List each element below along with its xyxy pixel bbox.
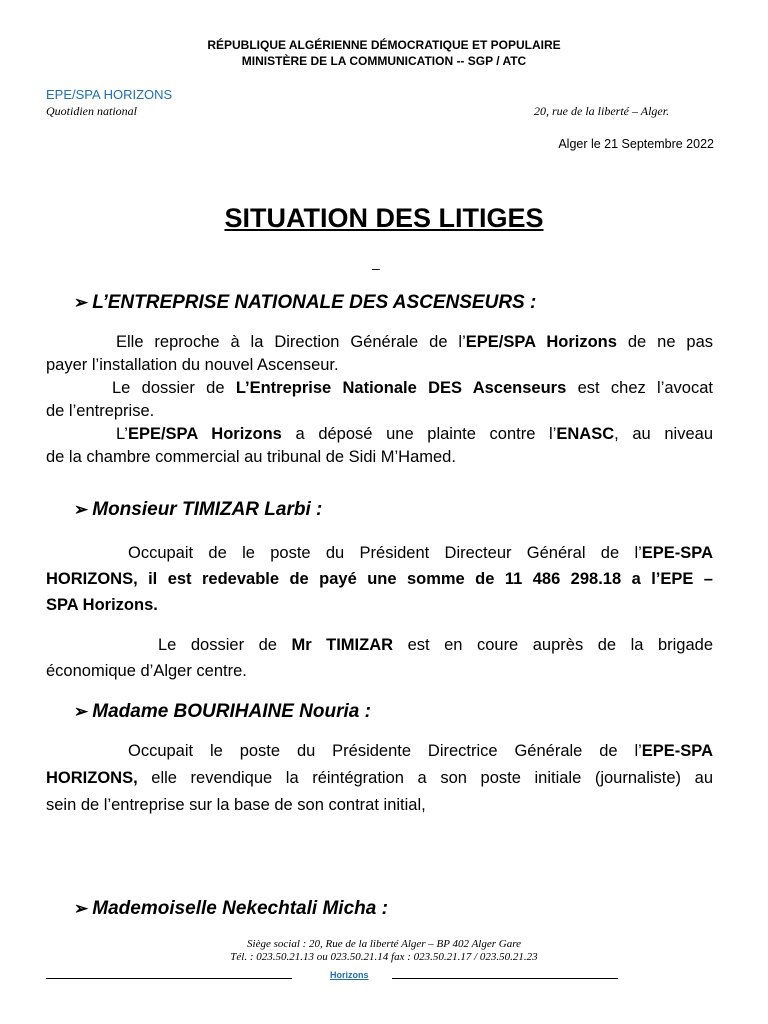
section-heading-timizar: ➢ Monsieur TIMIZAR Larbi :	[74, 499, 323, 520]
paragraph-line: SPA Horizons.	[46, 596, 158, 614]
document-title: SITUATION DES LITIGES	[224, 203, 544, 233]
footer-phones: Tél. : 023.50.21.13 ou 023.50.21.14 fax : 023.50.21.17 / 023.50.21.23	[230, 951, 538, 963]
paragraph-line: de la chambre commercial au tribunal de Sidi M’Hamed.	[46, 448, 456, 466]
paragraph-line: HORIZONS, elle revendique la réintégration a son poste initiale (journaliste) au	[46, 769, 713, 787]
arrow-bullet-icon: ➢	[74, 899, 89, 918]
arrow-bullet-icon: ➢	[74, 293, 89, 312]
title-separator: –	[372, 260, 380, 276]
section-heading-nekechtali: ➢ Mademoiselle Nekechtali Micha :	[74, 898, 388, 919]
organization-name: EPE/SPA HORIZONS	[46, 87, 173, 102]
paragraph-line: L’EPE/SPA Horizons a déposé une plainte contre l’ENASC, au niveau	[116, 425, 714, 443]
header-ministry: MINISTÈRE DE LA COMMUNICATION -- SGP / ATC	[241, 54, 527, 68]
paragraph-line: HORIZONS, il est redevable de payé une somme de 11 486 298.18 a l’EPE –	[46, 570, 713, 588]
section-timizar-dossier	[46, 632, 713, 684]
section-heading-bourihaine: ➢ Madame BOURIHAINE Nouria :	[74, 701, 371, 722]
footer-address: Siège social : 20, Rue de la liberté Alger – BP 402 Alger Gare	[247, 938, 521, 950]
organization-tagline: Quotidien national	[46, 104, 137, 118]
paragraph-line: sein de l’entreprise sur la base de son contrat initial,	[46, 796, 426, 814]
paragraph-line: Occupait de le poste du Président Directeur Général de l’EPE-SPA	[128, 544, 713, 562]
footer-logo: Horizons	[330, 970, 369, 980]
section-timizar-body	[46, 540, 713, 618]
footer-rule-right	[392, 978, 618, 979]
section-heading-enasc: ➢ L’ENTREPRISE NATIONALE DES ASCENSEURS :	[74, 292, 537, 313]
paragraph-line: de l’entreprise.	[46, 402, 155, 420]
paragraph-line: Le dossier de Mr TIMIZAR est en coure auprès de la brigade	[158, 636, 713, 654]
section-enasc-body	[46, 331, 713, 469]
paragraph-line: Le dossier de L’Entreprise Nationale DES Ascenseurs est chez l’avocat	[112, 379, 713, 397]
footer-rule-left	[46, 978, 292, 979]
section-bourihaine-body	[46, 738, 713, 819]
document-date: Alger le 21 Septembre 2022	[558, 137, 714, 151]
paragraph-line: payer l’installation du nouvel Ascenseur.	[46, 356, 339, 374]
arrow-bullet-icon: ➢	[74, 702, 89, 721]
header-republic: RÉPUBLIQUE ALGÉRIENNE DÉMOCRATIQUE ET POPULAIRE	[207, 38, 561, 52]
arrow-bullet-icon: ➢	[74, 500, 89, 519]
paragraph-line: Occupait le poste du Présidente Directrice Générale de l’EPE-SPA	[128, 742, 713, 760]
paragraph-line: Elle reproche à la Direction Générale de l’EPE/SPA Horizons de ne pas	[116, 333, 714, 351]
paragraph-line: économique d’Alger centre.	[46, 662, 247, 680]
organization-address: 20, rue de la liberté – Alger.	[534, 104, 670, 118]
